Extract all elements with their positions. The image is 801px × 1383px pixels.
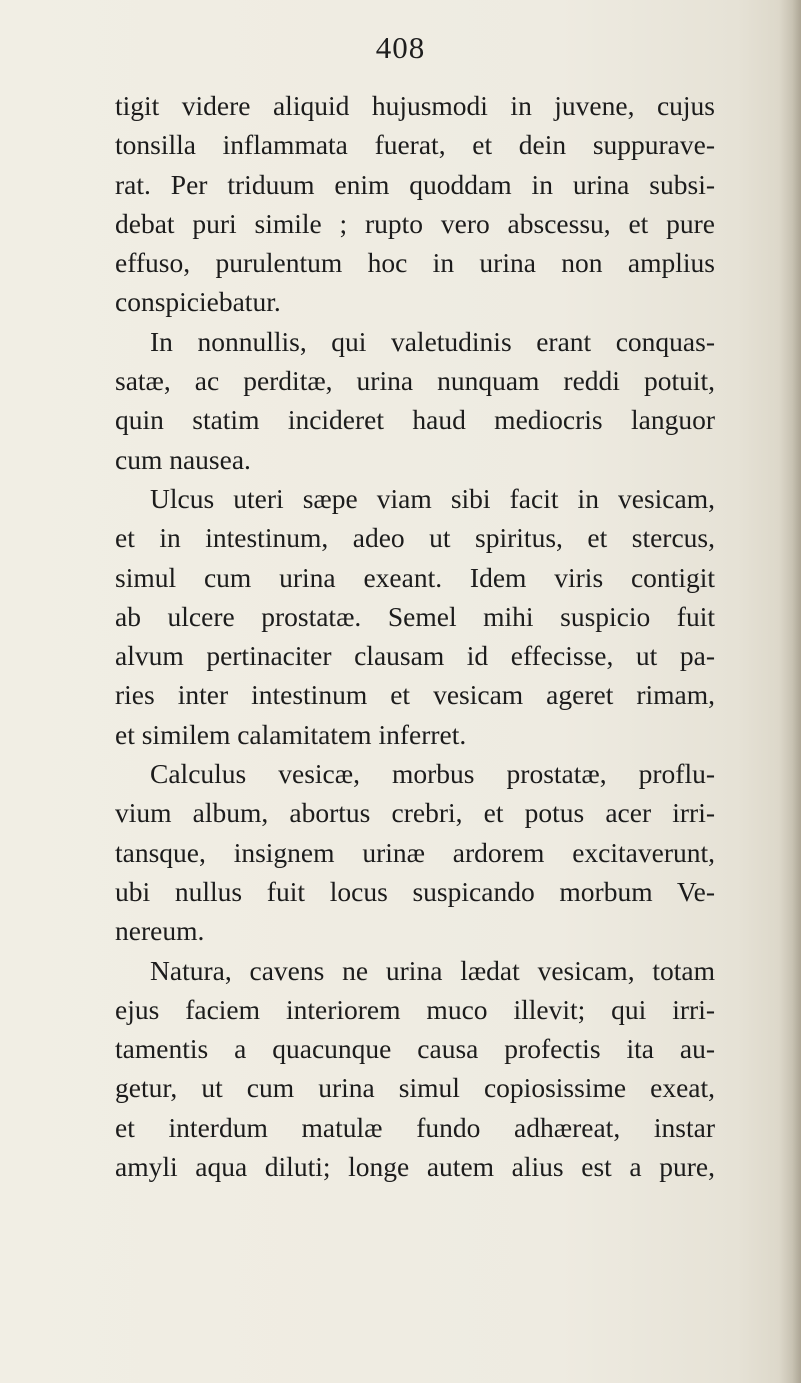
text-line: tonsilla inflammata fuerat, et dein suppurave- [115, 129, 715, 161]
text-line: et in intestinum, adeo ut spiritus, et stercus, [115, 522, 715, 554]
text-line: simul cum urina exeant. Idem viris contigit [115, 561, 715, 593]
text-line: ejus faciem interiorem muco illevit; qui irri- [115, 993, 715, 1025]
text-line: tigit videre aliquid hujusmodi in juvene, cujus [115, 90, 715, 121]
text-line: Natura, cavens ne urina lædat vesicam, totam [150, 954, 715, 986]
text-line: nereum. [115, 915, 205, 947]
text-line: conspiciebatur. [115, 286, 281, 318]
text-line: Calculus vesicæ, morbus prostatæ, proflu- [150, 758, 715, 790]
text-line: Ulcus uteri sæpe viam sibi facit in vesicam, [150, 482, 715, 514]
text-line: vium album, abortus crebri, et potus acer irri- [115, 797, 715, 829]
text-line: tansque, insignem urinæ ardorem excitaverunt, [115, 836, 715, 868]
text-line: ubi nullus fuit locus suspicando morbum Ve- [115, 875, 715, 907]
text-line: et similem calamitatem inferret. [115, 718, 467, 750]
text-line: ries inter intestinum et vesicam ageret rimam, [115, 679, 715, 711]
page-edge-shadow [779, 0, 801, 1383]
text-line: In nonnullis, qui valetudinis erant conquas- [150, 325, 715, 357]
text-line: et interdum matulæ fundo adhæreat, instar [115, 1111, 715, 1143]
text-line: getur, ut cum urina simul copiosissime exeat, [115, 1072, 715, 1104]
text-line: quin statim incideret haud mediocris languor [115, 404, 715, 436]
text-line: amyli aqua diluti; longe autem alius est a pure, [115, 1151, 715, 1183]
text-line: alvum pertinaciter clausam id effecisse, ut pa- [115, 640, 715, 672]
text-line: tamentis a quacunque causa profectis ita au- [115, 1033, 715, 1065]
text-line: satæ, ac perditæ, urina nunquam reddi potuit, [115, 365, 715, 397]
text-line: debat puri simile ; rupto vero abscessu, et pure [115, 207, 715, 239]
body-text [115, 86, 715, 1186]
text-line: ab ulcere prostatæ. Semel mihi suspicio fuit [115, 600, 715, 632]
text-line: cum nausea. [115, 443, 251, 475]
page-number: 408 [375, 30, 426, 65]
text-line: effuso, purulentum hoc in urina non amplius [115, 247, 715, 279]
text-line: rat. Per triduum enim quoddam in urina subsi- [115, 168, 715, 200]
